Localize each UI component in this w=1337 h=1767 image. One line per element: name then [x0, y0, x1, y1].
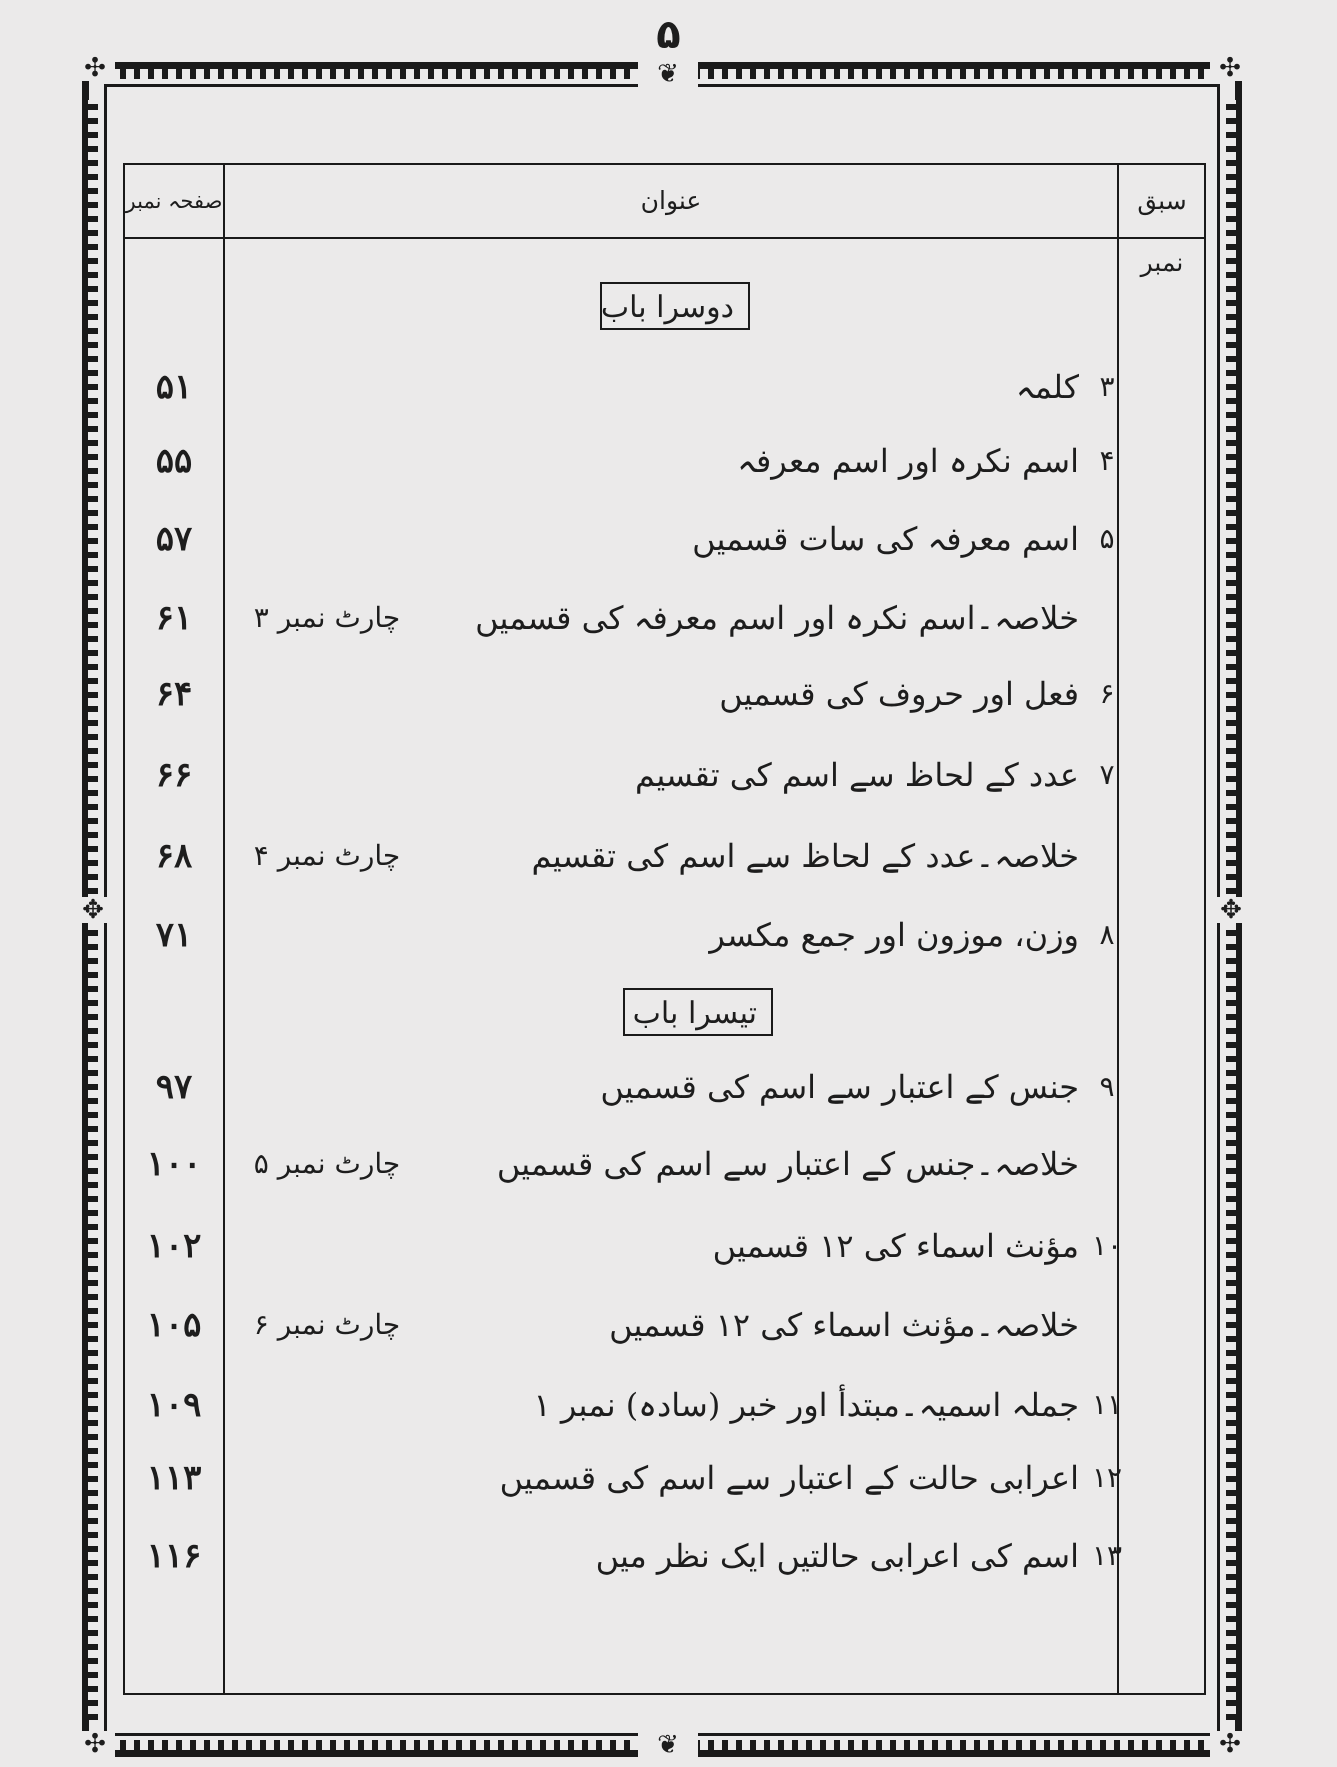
- page-ref: ۶۸: [155, 836, 193, 876]
- page-ref: ۵۵: [155, 441, 193, 481]
- ornament-left-center-icon: ✥: [63, 897, 123, 923]
- lesson-number: ۱۰: [1091, 1229, 1123, 1262]
- page-ref: ۱۱۳: [146, 1458, 202, 1498]
- header-lesson-no: سبق نمبر: [1137, 186, 1187, 277]
- lesson-title: خلاصہ۔اسم نکرہ اور اسم معرفہ کی قسمیں: [475, 599, 1079, 637]
- lesson-title: اعرابی حالت کے اعتبار سے اسم کی قسمیں: [499, 1459, 1079, 1497]
- lesson-title: اسم کی اعرابی حالتیں ایک نظر میں: [595, 1537, 1079, 1575]
- page-ref: ۶۶: [155, 755, 193, 795]
- page-ref: ۱۰۲: [146, 1226, 202, 1266]
- ornament-corner-tl-icon: ✣: [75, 55, 115, 81]
- page-ref: ۱۰۵: [146, 1305, 202, 1345]
- header-title: عنوان: [640, 186, 702, 215]
- chapter-heading: دوسرا باب: [600, 282, 750, 330]
- ornament-bottom-center-icon: ❦: [638, 1732, 698, 1758]
- lesson-title: وزن، موزون اور جمع مکسر: [709, 916, 1079, 954]
- toc-row: [0, 664, 1337, 724]
- lesson-number: ۱۱: [1091, 1388, 1123, 1421]
- toc-row: [0, 1375, 1337, 1435]
- toc-row: [0, 1134, 1337, 1194]
- toc-row: [0, 1216, 1337, 1276]
- toc-row: [0, 509, 1337, 569]
- lesson-title: اسم معرفہ کی سات قسمیں: [692, 520, 1079, 558]
- lesson-number: ۸: [1099, 918, 1115, 951]
- page-ref: ۶۴: [155, 674, 193, 714]
- lesson-title: خلاصہ۔جنس کے اعتبار سے اسم کی قسمیں: [496, 1145, 1079, 1183]
- chart-label: چارٹ نمبر ۳: [253, 601, 401, 634]
- chart-label: چارٹ نمبر ۴: [253, 839, 401, 872]
- lesson-title: کلمہ: [1015, 368, 1079, 406]
- chapter-heading: تیسرا باب: [623, 988, 773, 1036]
- lesson-number: ۶: [1099, 677, 1115, 710]
- lesson-title: جنس کے اعتبار سے اسم کی قسمیں: [600, 1068, 1079, 1106]
- lesson-title: جملہ اسمیہ۔مبتدأ اور خبر (سادہ) نمبر ۱: [533, 1386, 1079, 1424]
- ornament-top-center-icon: ❦: [638, 61, 698, 87]
- lesson-title: مؤنث اسماء کی ۱۲ قسمیں: [712, 1227, 1079, 1265]
- chart-label: چارٹ نمبر ۵: [253, 1147, 401, 1180]
- toc-row: [0, 826, 1337, 886]
- toc-row: [0, 905, 1337, 965]
- lesson-title: عدد کے لحاظ سے اسم کی تقسیم: [635, 756, 1079, 794]
- page-ref: ۷۱: [155, 915, 193, 955]
- toc-row: [0, 1295, 1337, 1355]
- lesson-number: ۳: [1099, 370, 1115, 403]
- toc-row: [0, 1448, 1337, 1508]
- page-ref: ۵۷: [155, 519, 193, 559]
- lesson-title: خلاصہ۔عدد کے لحاظ سے اسم کی تقسیم: [531, 837, 1079, 875]
- toc-row: [0, 357, 1337, 417]
- lesson-number: ۴: [1099, 444, 1115, 477]
- toc-row: [0, 745, 1337, 805]
- toc-row: [0, 1526, 1337, 1586]
- header-divider: [123, 237, 1206, 239]
- header-page-no: صفحہ نمبر: [125, 189, 223, 213]
- toc-row: [0, 1057, 1337, 1117]
- page-ref: ۵۱: [155, 367, 193, 407]
- ornament-right-center-icon: ✥: [1201, 897, 1261, 923]
- lesson-title: فعل اور حروف کی قسمیں: [719, 675, 1079, 713]
- lesson-title: خلاصہ۔مؤنث اسماء کی ۱۲ قسمیں: [609, 1306, 1079, 1344]
- page-ref: ۱۱۶: [146, 1536, 202, 1576]
- lesson-title: اسم نکرہ اور اسم معرفہ: [737, 442, 1079, 480]
- ornament-corner-br-icon: ✣: [1210, 1731, 1250, 1757]
- page-number: ۵: [656, 12, 681, 58]
- toc-row: [0, 588, 1337, 648]
- lesson-number: ۱۲: [1091, 1461, 1123, 1494]
- toc-row: [0, 431, 1337, 491]
- lesson-number: ۱۳: [1091, 1539, 1123, 1572]
- page-ref: ۱۰۹: [146, 1385, 202, 1425]
- chart-label: چارٹ نمبر ۶: [253, 1308, 401, 1341]
- ornament-corner-bl-icon: ✣: [75, 1731, 115, 1757]
- lesson-number: ۹: [1099, 1070, 1115, 1103]
- page-ref: ۱۰۰: [146, 1144, 202, 1184]
- lesson-number: ۷: [1099, 758, 1115, 791]
- lesson-number: ۵: [1099, 522, 1115, 555]
- page-ref: ۶۱: [155, 598, 193, 638]
- ornament-corner-tr-icon: ✣: [1210, 55, 1250, 81]
- page-ref: ۹۷: [155, 1067, 193, 1107]
